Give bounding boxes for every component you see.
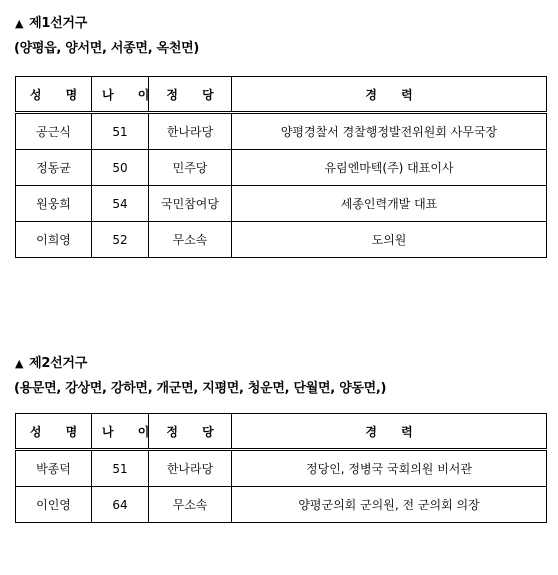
header-name: 성 명	[16, 414, 92, 450]
cell-career: 정당인, 정병국 국회의원 비서관	[232, 450, 547, 487]
cell-party: 한나라당	[149, 450, 232, 487]
header-party: 정 당	[149, 77, 232, 113]
cell-age: 50	[92, 150, 149, 186]
header-age: 나 이	[92, 414, 149, 450]
header-career: 경 력	[232, 414, 547, 450]
cell-party: 무소속	[149, 222, 232, 258]
cell-party: 국민참여당	[149, 186, 232, 222]
header-party: 정 당	[149, 414, 232, 450]
table-row	[16, 450, 547, 487]
table-row	[16, 150, 547, 186]
cell-career: 양평군의회 군의원, 전 군의회 의장	[232, 487, 547, 523]
table-row	[16, 113, 547, 150]
district-1-title: ▲ 제1선거구	[15, 16, 87, 31]
triangle-bullet-icon: ▲	[15, 357, 24, 370]
header-name: 성 명	[16, 77, 92, 113]
district-1-table	[15, 76, 547, 258]
cell-party: 한나라당	[149, 113, 232, 150]
cell-name: 공근식	[16, 113, 92, 150]
cell-name: 박종덕	[16, 450, 92, 487]
cell-career: 유림엔마텍(주) 대표이사	[232, 150, 547, 186]
cell-name: 원웅희	[16, 186, 92, 222]
cell-age: 51	[92, 113, 149, 150]
table-header-row	[16, 77, 547, 113]
table-row	[16, 487, 547, 523]
district-1-areas: (양평읍, 양서면, 서종면, 옥천면)	[14, 41, 199, 56]
cell-age: 52	[92, 222, 149, 258]
district-2-table	[15, 413, 547, 523]
cell-age: 54	[92, 186, 149, 222]
table-header-row	[16, 414, 547, 450]
header-career: 경 력	[232, 77, 547, 113]
cell-career: 도의원	[232, 222, 547, 258]
cell-name: 이인영	[16, 487, 92, 523]
cell-age: 51	[92, 450, 149, 487]
header-age: 나 이	[92, 77, 149, 113]
district-2-title: ▲ 제2선거구	[15, 356, 87, 371]
cell-career: 양평경찰서 경찰행정발전위원회 사무국장	[232, 113, 547, 150]
cell-career: 세종인력개발 대표	[232, 186, 547, 222]
triangle-bullet-icon: ▲	[15, 17, 24, 30]
cell-name: 이희영	[16, 222, 92, 258]
table-row	[16, 186, 547, 222]
cell-age: 64	[92, 487, 149, 523]
cell-name: 정동균	[16, 150, 92, 186]
district-2-areas: (용문면, 강상면, 강하면, 개군면, 지평면, 청운면, 단월면, 양동면,)	[14, 381, 387, 396]
cell-party: 무소속	[149, 487, 232, 523]
table-row	[16, 222, 547, 258]
cell-party: 민주당	[149, 150, 232, 186]
